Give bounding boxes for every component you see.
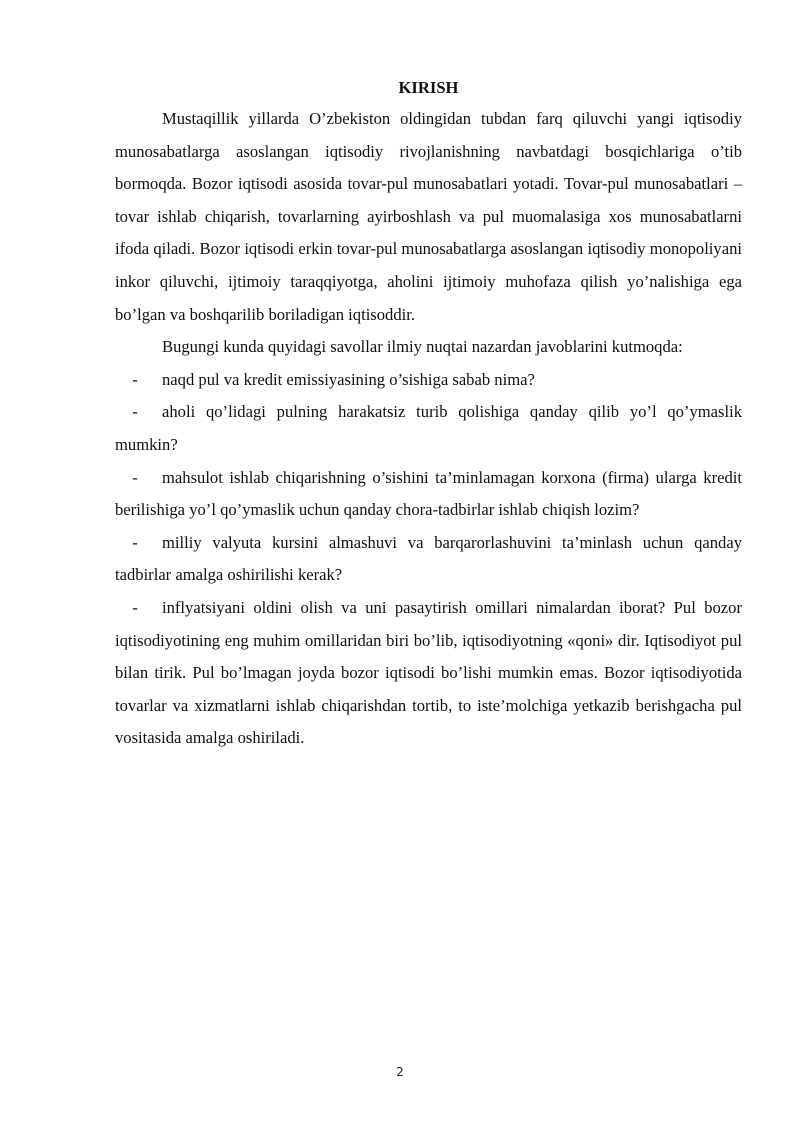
intro-paragraph: Mustaqillik yillarda O’zbekiston oldingidan tubdan farq qiluvchi yangi iqtisodiy munosabatlarga asoslangan iqtisodiy rivojlanishning navbatdagi bosqichlariga o’tib bormoqda. Bozor iqtisodi asosida tovar-pul munosabatlari yotadi. Tovar-pul munosabatlari – tovar ishlab chiqarish, tovarlarning ayirboshlash va pul muomalasiga xos munosabatlarni ifoda qiladi. Bozor iqtisodi erkin tovar-pul munosabatlarga asoslangan iqtisodiy monopoliyani inkor qiluvchi, ijtimoiy taraqqiyotga, aholini ijtimoiy muhofaza qilish yo’nalishiga ega bo’lgan va boshqarilib boriladigan iqtisoddir. [115,109,742,324]
question-text: aholi qo’lidagi pulning harakatsiz turib qolishiga qanday qilib yo’l qo’ymaslik mumkin? [115,402,742,454]
section-heading: KIRISH [398,78,459,97]
question-item [115,592,742,755]
page-content [115,76,742,755]
questions-intro-paragraph: Bugungi kunda quyidagi savollar ilmiy nuqtai nazardan javoblarini kutmoqda: [162,337,683,357]
question-text: mahsulot ishlab chiqarishning o’sishini ta’minlamagan korxona (firma) ularga kredit berilishiga yo’l qo’ymaslik uchun qanday chora-tadbirlar ishlab chiqish lozim? [115,467,742,520]
bullet-dash: - [132,532,138,552]
bullet-dash: - [132,597,138,617]
page-number: 2 [396,1065,404,1079]
question-item [115,364,742,397]
question-item [115,527,742,592]
bullet-dash: - [132,369,138,389]
question-text: naqd pul va kredit emissiyasining o’sishiga sabab nima? [162,369,535,389]
question-item [115,396,742,461]
bullet-dash: - [132,467,138,487]
bullet-dash: - [132,402,138,422]
question-item [115,462,742,527]
question-text: milliy valyuta kursini almashuvi va barqarorlashuvini ta’minlash uchun qanday tadbirlar amalga oshirilishi kerak? [115,532,742,585]
question-text: inflyatsiyani oldini olish va uni pasaytirish omillari nimalardan iborat? Pul bozor iqtisodiyotining eng muhim omillaridan biri bo’lib, iqtisodiyotning «qoni» dir. Iqtisodiyot pul bilan tirik. Pul bo’lmagan joyda bozor iqtisodi bo’lishi mumkin emas. Bozor iqtisodiyotida tovarlar va xizmatlarni ishlab chiqarishdan tortib, to iste’molchiga yetkazib berishgacha pul vositasida amalga oshiriladi. [115,597,742,748]
